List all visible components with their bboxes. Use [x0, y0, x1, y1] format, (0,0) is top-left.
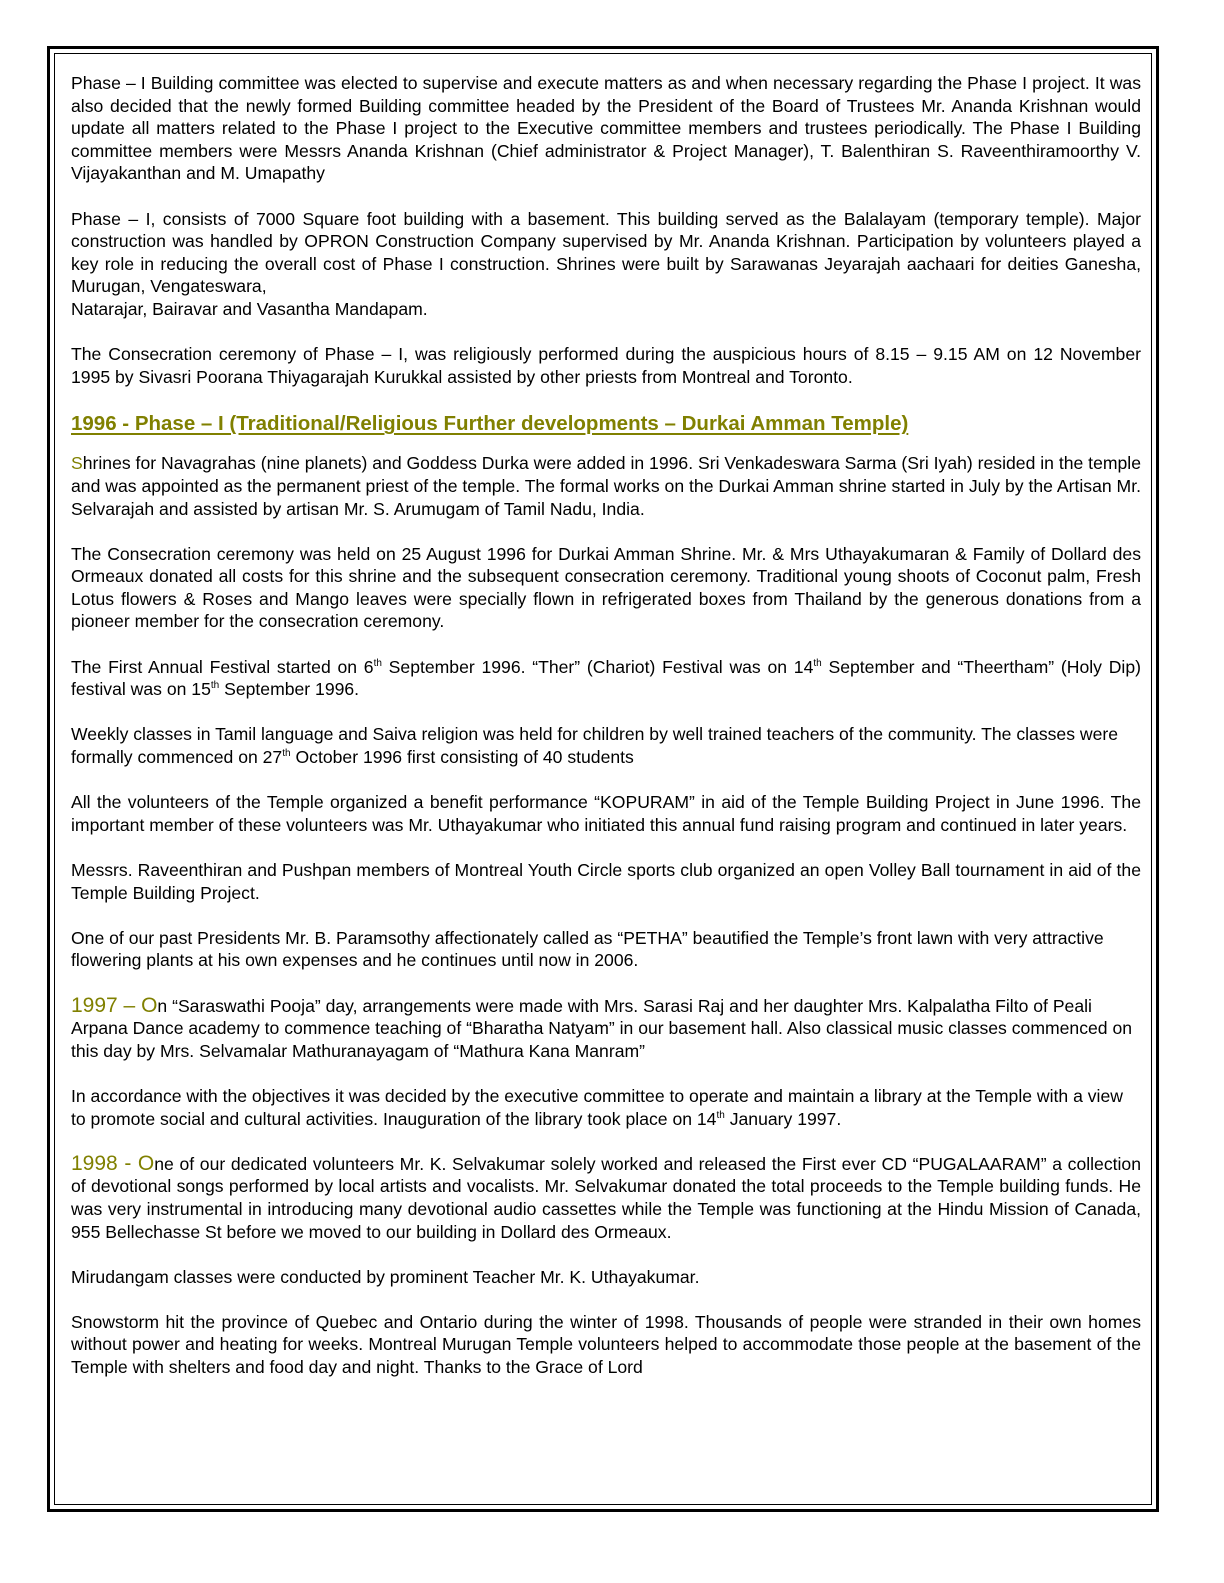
section-heading-1996: 1996 - Phase – I (Traditional/Religious Further developments – Durkai Amman Temple): [71, 412, 909, 436]
ordinal-suffix: th: [282, 748, 291, 760]
ordinal-suffix: th: [716, 1109, 725, 1121]
paragraph-phase-one-building-deities: Natarajar, Bairavar and Vasantha Mandapam.: [71, 298, 428, 319]
paragraph-navagrahas-text: hrines for Navagrahas (nine planets) and Goddess Durka were added in 1996. Sri Venkadeswara Sarma (Sri Iyah) resided in the temple and was appointed as the permanent priest of the temple. The formal works on the Durkai Amman shrine started in July by the Artisan Mr. Selvarajah and assisted by artisan Mr. S. Arumugam of Tamil Nadu, India.: [71, 453, 1141, 519]
classes-text-1: Weekly classes in Tamil language and Saiva religion was held for children by well trained teachers of the community. The classes were formally commenced on 27: [71, 724, 1119, 768]
festival-text-1: The First Annual Festival started on 6: [71, 656, 374, 677]
classes-text-2: October 1996 first consisting of 40 students: [290, 747, 634, 768]
saraswathi-pooja-text: n “Saraswathi Pooja” day, arrangements were made with Mrs. Sarasi Raj and her daughter Mrs. Kalpalatha Filto of Peali Arpana Dance academy to commence teaching of “Bharatha Natyam” in our basement hall. Also classical music classes commenced on this day by Mrs. Selvamalar Mathuranayagam of “Mathura Kana Manram”: [71, 995, 1133, 1061]
paragraph-1997-saraswathi-pooja: [71, 995, 1141, 1063]
festival-text-4: September 1996.: [219, 679, 360, 700]
paragraph-library: [71, 1085, 1141, 1130]
paragraph-consecration-1996: The Consecration ceremony was held on 25 August 1996 for Durkai Amman Shrine. Mr. & Mrs Uthayakumaran & Family of Dollard des Ormeaux donated all costs for this shrine and the subsequent consecration ceremony. Traditional young shoots of Coconut palm, Fresh Lotus flowers & Roses and Mango leaves were specially flown in refrigerated boxes from Thailand by the generous donations from a pioneer member for the consecration ceremony.: [71, 543, 1141, 632]
year-lead-1997: 1997 – O: [71, 993, 158, 1017]
paragraph-annual-festival: [71, 656, 1141, 701]
paragraph-petha-lawn: One of our past Presidents Mr. B. Paramsothy affectionately called as “PETHA” beautified the Temple’s front lawn with very attractive flowering plants at his own expenses and he continues until now in 2006.: [71, 927, 1104, 971]
paragraph-consecration-1995: The Consecration ceremony of Phase – I, was religiously performed during the auspicious hours of 8.15 – 9.15 AM on 12 November 1995 by Sivasri Poorana Thiyagarajah Kurukkal assisted by other priests from Montreal and Toronto.: [71, 344, 1141, 387]
paragraph-phase-one-building-text: Phase – I, consists of 7000 Square foot building with a basement. This building served as the Balalayam (temporary temple). Major construction was handled by OPRON Construction Company supervised by Mr. Ananda Krishnan. Participation by volunteers played a key role in reducing the overall cost of Phase I construction. Shrines were built by Sarawanas Jeyarajah aachaari for deities Ganesha, Murugan, Vengateswara,: [71, 208, 1141, 297]
ordinal-suffix: th: [373, 657, 382, 669]
drop-initial: S: [71, 453, 83, 474]
ordinal-suffix: th: [210, 680, 220, 692]
paragraph-navagrahas-shrines: [71, 452, 1141, 520]
library-text-1: In accordance with the objectives it was decided by the executive committee to operate and maintain a library at the Temple with a view to promote social and cultural activities. Inauguration of the library took place on 14: [71, 1085, 1123, 1129]
ordinal-suffix: th: [813, 657, 822, 669]
library-text-2: January 1997.: [724, 1108, 842, 1129]
festival-text-3: September and “Theertham” (Holy Dip) festival was on 15: [71, 656, 1141, 700]
paragraph-kopuram-benefit: All the volunteers of the Temple organized a benefit performance “KOPURAM” in aid of the Temple Building Project in June 1996. The important member of these volunteers was Mr. Uthayakumar who initiated this annual fund raising program and continued in later years.: [71, 792, 1141, 835]
festival-text-2: September 1996. “Ther” (Chariot) Festival was on 14: [381, 656, 814, 677]
paragraph-weekly-classes: [71, 723, 1141, 768]
paragraph-1998-pugalaaram: [71, 1153, 1141, 1243]
paragraph-building-committee: Phase – I Building committee was elected to supervise and execute matters as and when necessary regarding the Phase I project. It was also decided that the newly formed Building committee headed by the President of the Board of Trustees Mr. Ananda Krishnan would update all matters related to the Phase I project to the Executive committee members and trustees periodically. The Phase I Building committee members were Messrs Ananda Krishnan (Chief administrator & Project Manager), T. Balenthiran S. Raveenthiramoorthy V. Vijayakanthan and M. Umapathy: [71, 73, 1141, 184]
document-body: [71, 72, 1141, 1401]
paragraph-volleyball-tournament: Messrs. Raveenthiran and Pushpan members of Montreal Youth Circle sports club organized an open Volley Ball tournament in aid of the Temple Building Project.: [71, 860, 1141, 903]
paragraph-mirudangam-classes: Mirudangam classes were conducted by prominent Teacher Mr. K. Uthayakumar.: [71, 1266, 700, 1287]
paragraph-phase-one-building: [71, 208, 1141, 321]
year-lead-1998: 1998 - O: [71, 1151, 155, 1175]
paragraph-snowstorm-1998: Snowstorm hit the province of Quebec and Ontario during the winter of 1998. Thousands of people were stranded in their own homes without power and heating for weeks. Montreal Murugan Temple volunteers helped to accommodate those people at the basement of the Temple with shelters and food day and night. Thanks to the Grace of Lord: [71, 1311, 1141, 1378]
pugalaaram-text: ne of our dedicated volunteers Mr. K. Selvakumar solely worked and released the First ever CD “PUGALAARAM” a collection of devotional songs performed by local artists and vocalists. Mr. Selvakumar donated the total proceeds to the Temple building funds. He was very instrumental in introducing many devotional audio cassettes while the Temple was functioning at the Hindu Mission of Canada, 955 Bellechasse St before we moved to our building in Dollard des Ormeaux.: [71, 1153, 1141, 1242]
